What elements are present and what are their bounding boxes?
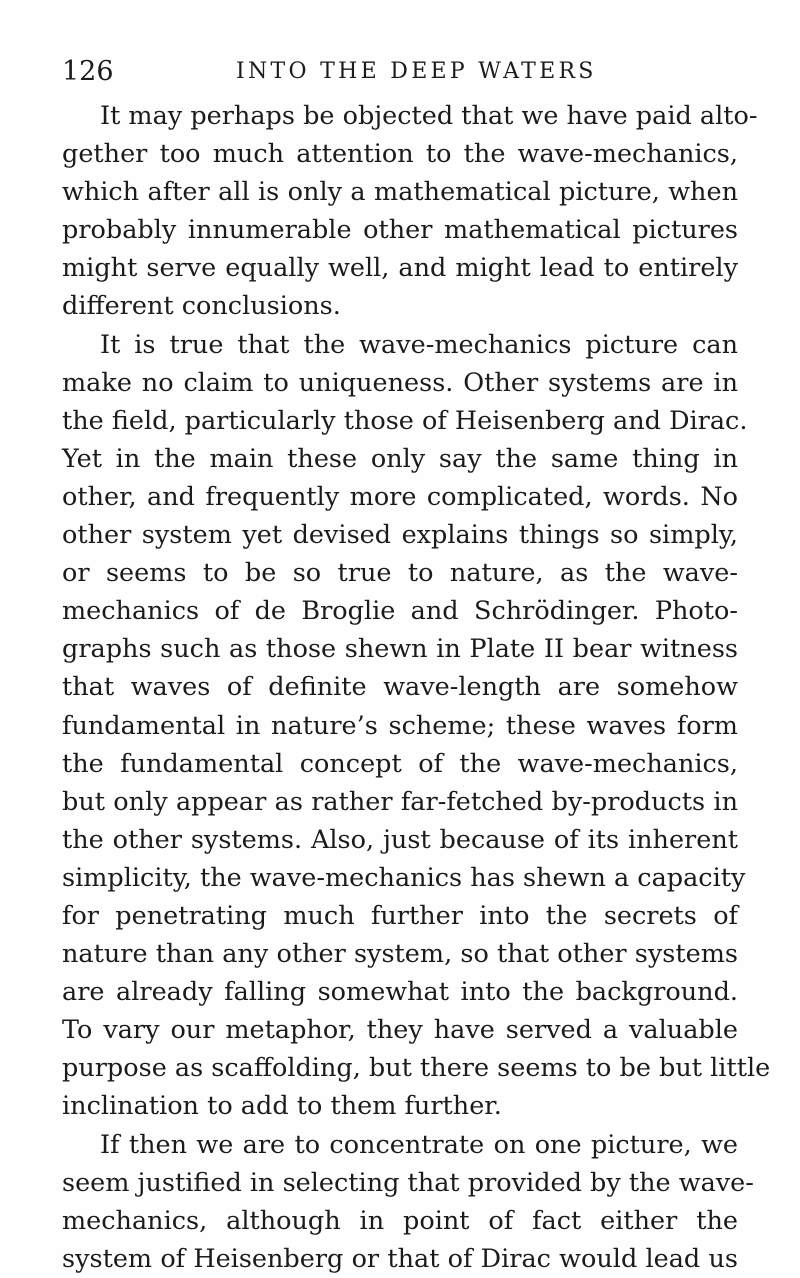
text-line: other system yet devised explains things so simply,	[62, 520, 738, 551]
text-line: or seems to be so true to nature, as the wave-	[62, 558, 738, 589]
running-header	[62, 52, 742, 92]
text-line: the field, particularly those of Heisenberg and Dirac.	[62, 405, 748, 436]
text-line: different conclusions.	[62, 291, 341, 322]
text-line: simplicity, the wave-mechanics has shewn a capacity	[62, 862, 746, 893]
body-text	[62, 97, 771, 1278]
text-line: inclination to add to them further.	[62, 1091, 502, 1122]
text-line: gether too much attention to the wave-mechanics,	[62, 139, 738, 170]
text-line: mechanics, although in point of fact either the	[62, 1205, 738, 1236]
text-line: seem justified in selecting that provided by the wave-	[62, 1167, 754, 1198]
text-line: make no claim to uniqueness. Other systems are in	[62, 367, 738, 398]
text-line: for penetrating much further into the secrets of	[62, 900, 738, 931]
text-line: Yet in the main these only say the same thing in	[62, 443, 738, 474]
text-line: It is true that the wave-mechanics picture can	[100, 329, 738, 360]
text-line: nature than any other system, so that other systems	[62, 939, 738, 970]
text-line: fundamental in nature’s scheme; these waves form	[62, 710, 738, 741]
paragraph	[62, 97, 758, 326]
text-line: probably innumerable other mathematical pictures	[62, 215, 738, 246]
text-line: the fundamental concept of the wave-mechanics,	[62, 748, 738, 779]
paragraph	[62, 326, 771, 1126]
page-number: 126	[62, 56, 114, 87]
text-line: It may perhaps be objected that we have paid alto-	[100, 101, 758, 131]
text-line: might serve equally well, and might lead to entirely	[62, 253, 738, 284]
paragraph	[62, 1126, 754, 1278]
text-line: mechanics of de Broglie and Schrödinger. Photo-	[62, 596, 738, 627]
text-line: but only appear as rather far-fetched by-products in	[62, 786, 738, 817]
text-line: that waves of definite wave-length are somehow	[62, 672, 738, 703]
text-line: graphs such as those shewn in Plate II bear witness	[62, 634, 738, 665]
text-line: system of Heisenberg or that of Dirac would lead us	[62, 1243, 738, 1274]
text-line: are already falling somewhat into the background.	[62, 977, 738, 1008]
running-title: INTO THE DEEP WATERS	[236, 59, 597, 84]
text-line: purpose as scaffolding, but there seems to be but little	[62, 1053, 771, 1084]
text-line: If then we are to concentrate on one picture, we	[100, 1129, 738, 1160]
text-line: which after all is only a mathematical picture, when	[62, 177, 738, 208]
text-line: the other systems. Also, just because of its inherent	[62, 824, 738, 855]
text-line: other, and frequently more complicated, words. No	[62, 481, 738, 512]
text-line: To vary our metaphor, they have served a valuable	[62, 1015, 738, 1046]
